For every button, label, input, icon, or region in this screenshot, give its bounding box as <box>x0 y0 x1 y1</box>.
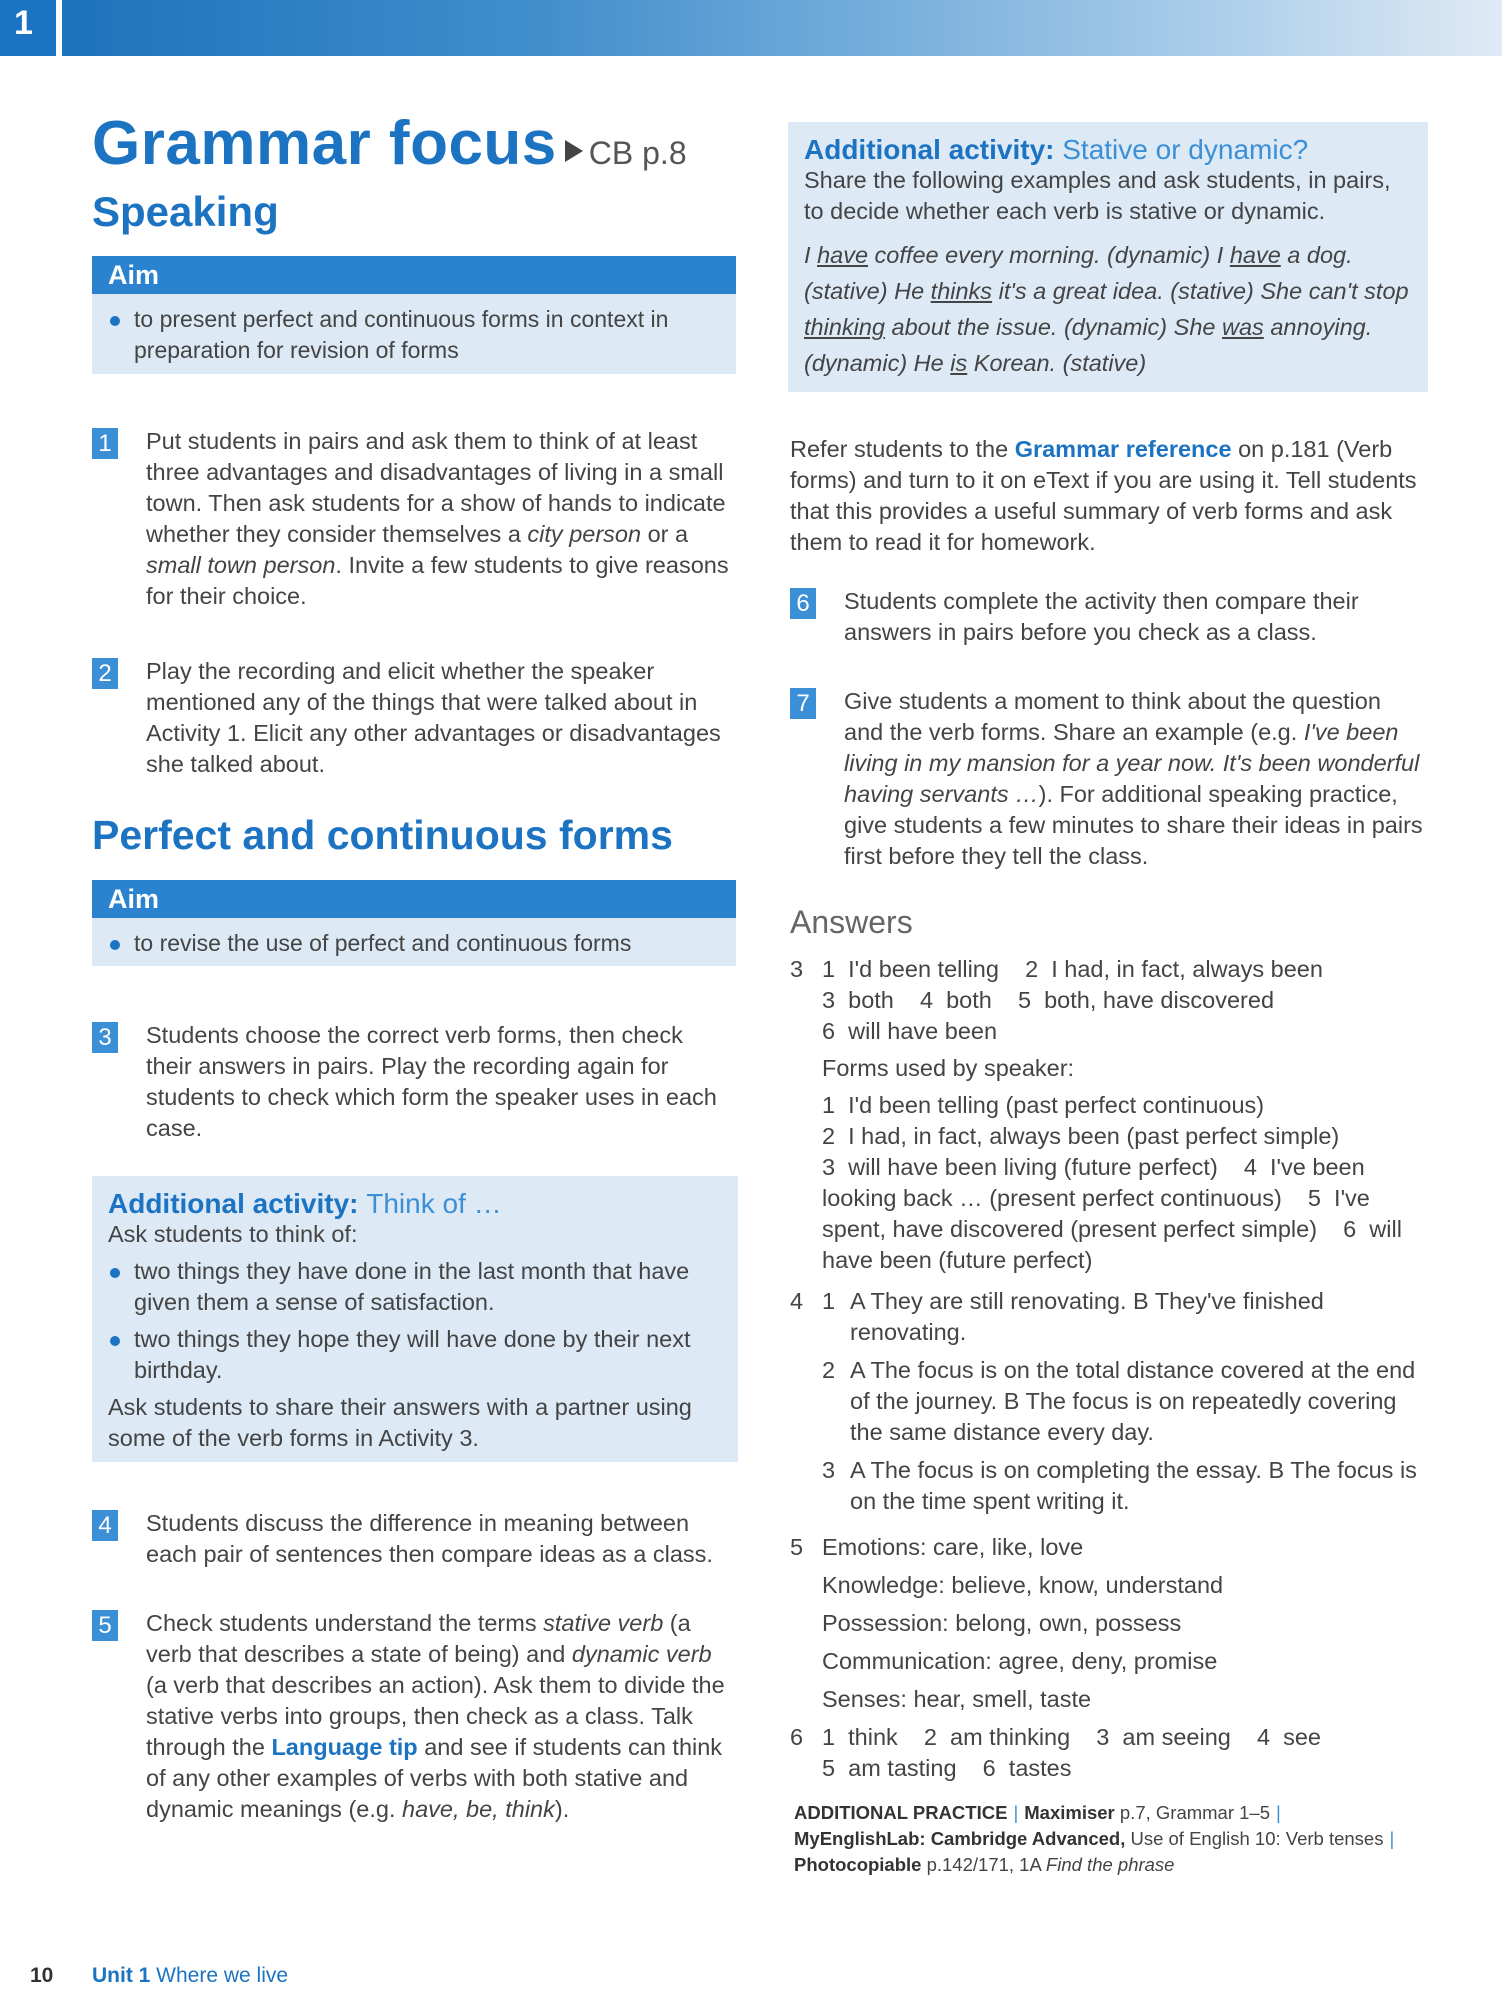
answer-4 <box>790 1286 1430 1517</box>
aim-label: Aim <box>92 880 736 918</box>
example-text: about the issue. (dynamic) She <box>885 314 1223 340</box>
aim-box-speaking <box>92 256 736 374</box>
step-6 <box>790 586 1426 648</box>
step-number: 3 <box>92 1022 118 1053</box>
refer-text: Refer students to the <box>790 436 1015 462</box>
answer-line: A They are still renovating. B They've finished renovating. <box>850 1288 1324 1345</box>
italic-term: have, be, think <box>402 1796 555 1822</box>
item-number: 2 <box>822 1357 836 1383</box>
separator: | <box>1389 1828 1395 1849</box>
arrow-right-icon <box>565 140 583 162</box>
answer-number: 5 <box>790 1534 804 1560</box>
example-verb: thinking <box>804 314 885 340</box>
reference-text: Use of English 10: Verb tenses <box>1125 1828 1384 1849</box>
step-text: . Invite a few students to give reasons for their choice. <box>146 552 729 609</box>
answer-5 <box>790 1528 1430 1718</box>
additional-practice <box>794 1800 1434 1878</box>
reference-text: p.7, Grammar 1–5 <box>1114 1802 1271 1823</box>
answer-line: 1 think 2 am thinking 3 am seeing 4 see <box>822 1724 1321 1750</box>
step-3 <box>92 1020 732 1144</box>
step-2 <box>92 656 732 780</box>
example-text: it's a great idea. (stative) She can't stop <box>992 278 1409 304</box>
separator: | <box>1276 1802 1281 1823</box>
item-number: 1 <box>822 1288 836 1314</box>
separator: | <box>1013 1802 1019 1823</box>
answer-line: 6 will have been <box>822 1018 998 1044</box>
step-text: (a verb that describes a state of being) and <box>146 1610 691 1667</box>
additional-activity-think-of <box>92 1176 738 1462</box>
answer-line: 5 am tasting 6 tastes <box>822 1755 1072 1781</box>
example-text: a dog. (stative) He <box>804 242 1353 304</box>
box-subtitle: Think of … <box>366 1188 502 1219</box>
step-number: 2 <box>92 658 118 689</box>
step-5 <box>92 1608 737 1825</box>
example-text: I <box>804 242 818 268</box>
answer-line: Knowledge: believe, know, understand <box>822 1572 1224 1598</box>
step-text: (a verb that describes an action). Ask them to divide the stative verbs into groups, then check as a class. Talk through the <box>146 1672 725 1760</box>
box-title: Additional activity: <box>804 134 1055 165</box>
additional-practice-label: ADDITIONAL PRACTICE <box>794 1802 1008 1823</box>
answer-line: Emotions: care, like, love <box>822 1534 1084 1560</box>
step-number: 5 <box>92 1610 118 1641</box>
box-bullet: two things they hope they will have done by their next birthday. <box>108 1324 722 1386</box>
grammar-focus-heading: Grammar focus <box>92 109 557 178</box>
step-text: Students discuss the difference in meaning between each pair of sentences then compare ideas as a class. <box>146 1510 713 1567</box>
italic-example: I've been living in my mansion for a year now. It's been wonderful having servants … <box>844 719 1420 807</box>
item-number: 3 <box>822 1457 836 1483</box>
page-number: 10 <box>30 1964 54 1987</box>
step-7 <box>790 686 1426 872</box>
answer-6 <box>790 1722 1430 1784</box>
language-tip-link[interactable]: Language tip <box>271 1734 418 1760</box>
unit-number: Unit 1 <box>92 1964 151 1987</box>
answer-line: A The focus is on the total distance covered at the end of the journey. B The focus is on repeatedly covering the same distance every day. <box>850 1357 1416 1445</box>
stative-examples <box>804 237 1412 381</box>
speaking-heading: Speaking <box>92 188 279 235</box>
refer-text: on p.181 (Verb forms) and turn to it on eText if you are using it. Tell students that this provides a useful summary of verb forms and ask them to read it for homework. <box>790 436 1417 555</box>
reference-text: p.142/171, 1A <box>921 1854 1046 1875</box>
step-text: Students complete the activity then compare their answers in pairs before you check as a class. <box>844 588 1359 645</box>
italic-term: city person <box>527 521 642 547</box>
answer-line: 1 I'd been telling 2 I had, in fact, always been <box>822 956 1323 982</box>
reference-italic: Find the phrase <box>1045 1854 1175 1875</box>
perfect-continuous-heading: Perfect and continuous forms <box>92 812 673 858</box>
step-text: Students choose the correct verb forms, then check their answers in pairs. Play the recording again for students to check which form the speaker uses in each case. <box>146 1022 717 1141</box>
step-number: 1 <box>92 428 118 459</box>
example-verb: was <box>1222 314 1264 340</box>
box-title: Additional activity: <box>108 1188 359 1219</box>
step-text: ). <box>554 1796 570 1822</box>
step-1 <box>92 426 732 612</box>
top-banner <box>0 0 1502 56</box>
step-number: 4 <box>92 1510 118 1541</box>
step-text: Give students a moment to think about the question and the verb forms. Share an example (e.g. <box>844 688 1381 745</box>
box-subtitle: Stative or dynamic? <box>1062 134 1309 165</box>
answer-number: 3 <box>790 956 804 982</box>
example-text: annoying. (dynamic) He <box>804 314 1373 376</box>
unit-title: Where we live <box>150 1964 289 1987</box>
step-text: ). For additional speaking practice, give students a few minutes to share their ideas in pairs first before they tell the class. <box>844 781 1423 869</box>
aim-box-perfect <box>92 880 736 966</box>
answer-line: 2 I had, in fact, always been (past perfect simple) <box>822 1123 1340 1149</box>
answers-heading: Answers <box>790 904 913 940</box>
answer-number: 6 <box>790 1724 804 1750</box>
unit-label <box>92 1964 288 1988</box>
aim-text: to revise the use of perfect and continuous forms <box>108 928 720 959</box>
answer-line: Possession: belong, own, possess <box>822 1610 1182 1636</box>
cb-reference: CB p.8 <box>588 135 687 171</box>
answer-line: Senses: hear, smell, taste <box>822 1686 1092 1712</box>
italic-term: stative verb <box>543 1610 664 1636</box>
aim-text: to present perfect and continuous forms in context in preparation for revision of forms <box>108 304 720 366</box>
italic-term: dynamic verb <box>571 1641 712 1667</box>
unit-tab: 1 <box>0 0 62 56</box>
aim-label: Aim <box>92 256 736 294</box>
page-title <box>92 108 687 179</box>
maximiser-link[interactable]: Maximiser <box>1024 1802 1115 1823</box>
box-outro: Ask students to share their answers with a partner using some of the verb forms in Activity 3. <box>108 1394 692 1451</box>
example-verb: thinks <box>930 278 993 304</box>
step-text: Check students understand the terms <box>146 1610 544 1636</box>
answer-line: A The focus is on completing the essay. B The focus is on the time spent writing it. <box>850 1457 1417 1514</box>
additional-activity-stative <box>788 122 1428 392</box>
step-text: or a <box>641 521 689 547</box>
refer-paragraph <box>790 434 1426 558</box>
example-text: coffee every morning. (dynamic) I <box>868 242 1230 268</box>
box-intro: Share the following examples and ask students, in pairs, to decide whether each verb is stative or dynamic. <box>804 167 1391 224</box>
answer-3 <box>790 954 1430 1276</box>
example-verb: have <box>817 242 869 268</box>
answer-line: 3 both 4 both 5 both, have discovered <box>822 987 1275 1013</box>
step-number: 6 <box>790 588 816 619</box>
step-number: 7 <box>790 688 816 719</box>
example-text: Korean. (stative) <box>967 350 1147 376</box>
box-intro: Ask students to think of: <box>108 1221 358 1247</box>
answer-line: Forms used by speaker: <box>822 1055 1075 1081</box>
step-4 <box>92 1508 732 1570</box>
example-verb: is <box>950 350 968 376</box>
myenglishlab-link[interactable]: MyEnglishLab: Cambridge Advanced, <box>794 1828 1126 1849</box>
answer-line: Communication: agree, deny, promise <box>822 1648 1218 1674</box>
step-text: and see if students can think of any other examples of verbs with both stative and dynamic meanings (e.g. <box>146 1734 723 1822</box>
example-verb: have <box>1229 242 1281 268</box>
answer-number: 4 <box>790 1288 804 1314</box>
photocopiable-link[interactable]: Photocopiable <box>794 1854 922 1875</box>
answer-line: 3 will have been living (future perfect) 4 I've been looking back … (present perfect continuous) 5 I've spent, have discovered (present perfect simple) 6 will have been (future perfect) <box>822 1154 1409 1273</box>
italic-term: small town person <box>146 552 336 578</box>
answer-line: 1 I'd been telling (past perfect continuous) <box>822 1092 1265 1118</box>
step-text: Put students in pairs and ask them to think of at least three advantages and disadvantages of living in a small town. Then ask students for a show of hands to indicate whether they consider themselves a <box>146 428 726 547</box>
box-bullet: two things they have done in the last month that have given them a sense of satisfaction. <box>108 1256 722 1318</box>
step-text: Play the recording and elicit whether the speaker mentioned any of the things that were talked about in Activity 1. Elicit any other advantages or disadvantages she talked about. <box>146 658 721 777</box>
grammar-reference-link[interactable]: Grammar reference <box>1014 436 1232 462</box>
